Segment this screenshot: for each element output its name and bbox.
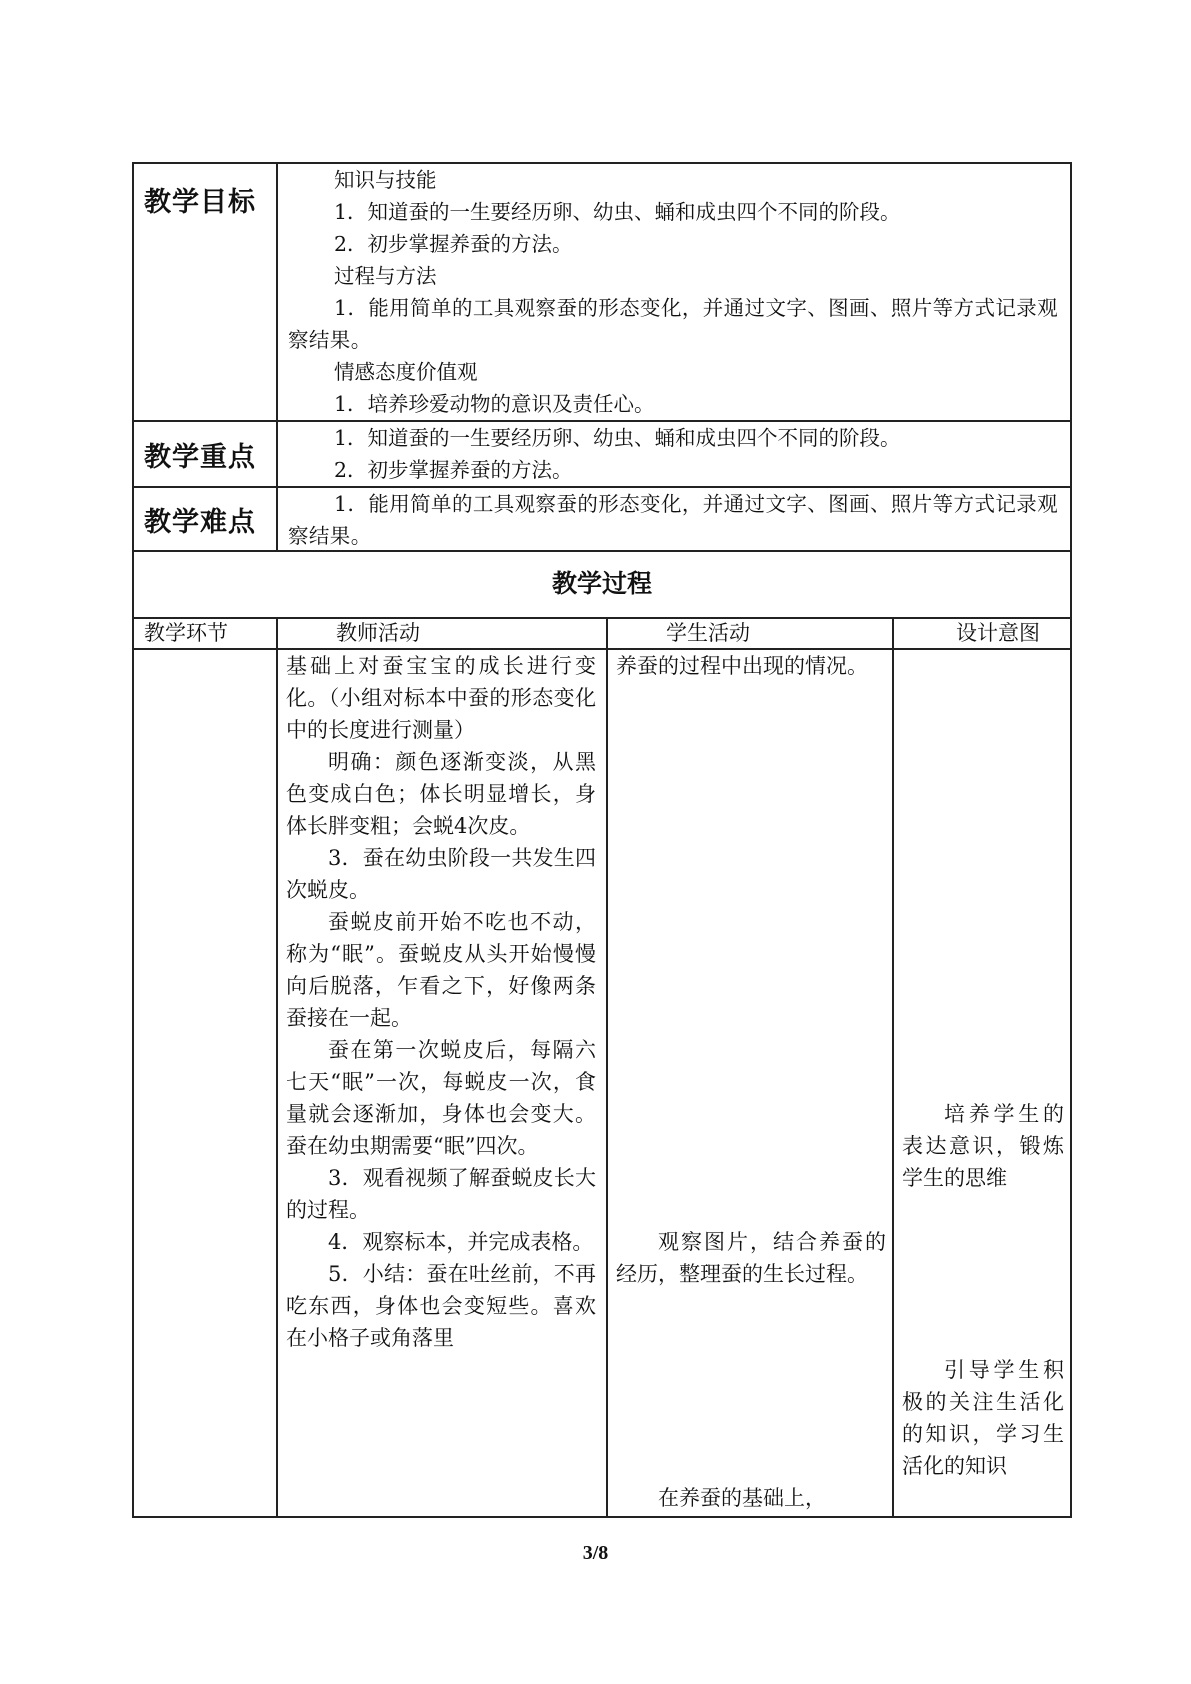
- difficulties-content: [278, 488, 1070, 550]
- key-points-label: 教学重点: [144, 441, 256, 473]
- teacher-paragraph: 3．观看视频了解蚕蜕皮长大的过程。: [286, 1166, 596, 1222]
- teacher-paragraph: 4．观察标本，并完成表格。: [328, 1230, 594, 1254]
- intent-paragraph: [902, 1354, 1064, 1516]
- process-title: 教学过程: [551, 569, 652, 598]
- teacher-paragraph: 蚕蜕皮前开始不吃也不动，称为“眠”。蚕蜕皮从头开始慢慢向后脱落，乍看之下，好像两条蚕接在一起。: [286, 910, 596, 1030]
- objectives-content: [278, 164, 1070, 420]
- header-design-intent: 设计意图: [956, 621, 1040, 645]
- row-divider: [132, 550, 1071, 552]
- teacher-paragraph: 明确：颜色逐渐变淡，从黑色变成白色；体长明显增长，身体长胖变粗；会蜕4次皮。: [286, 750, 596, 838]
- header-student-activity: 学生活动: [666, 621, 750, 645]
- difficulties-label: 教学难点: [144, 506, 256, 538]
- teacher-paragraph: 5．小结：蚕在吐丝前，不再吃东西，身体也会变短些。喜欢在小格子或角落里: [286, 1262, 596, 1350]
- objectives-line: 1．知道蚕的一生要经历卵、幼虫、蛹和成虫四个不同的阶段。: [334, 200, 901, 224]
- objectives-line: 1．能用简单的工具观察蚕的形态变化，并通过文字、图画、照片等方式记录观察结果。: [288, 296, 1059, 352]
- table-border-bottom: [132, 1516, 1071, 1518]
- table-border-right: [1070, 162, 1072, 1518]
- objectives-line: 过程与方法: [334, 264, 437, 288]
- objectives-line: 知识与技能: [334, 168, 437, 192]
- objectives-line: 情感态度价值观: [334, 360, 478, 384]
- column-divider: [606, 617, 608, 1517]
- column-divider: [892, 617, 894, 1517]
- intent-paragraph-text: 培养学生的表达意识，锻炼学生的思维: [902, 1102, 1064, 1190]
- key-points-content: [278, 422, 1070, 486]
- key-point-line: 2．初步掌握养蚕的方法。: [334, 458, 573, 482]
- student-paragraph: [616, 1226, 886, 1322]
- difficulty-line: 1．能用简单的工具观察蚕的形态变化，并通过文字、图画、照片等方式记录观察结果。: [288, 492, 1059, 548]
- table-border-left: [132, 162, 134, 1518]
- header-stage: 教学环节: [144, 621, 228, 645]
- objectives-label: 教学目标: [144, 186, 256, 218]
- objectives-line: 2．初步掌握养蚕的方法。: [334, 232, 573, 256]
- teacher-paragraph: 蚕在第一次蜕皮后，每隔六七天“眠”一次，每蜕皮一次，食量就会逐渐加，身体也会变大。蚕在幼虫期需要“眠”四次。: [286, 1038, 596, 1158]
- intent-paragraph: [902, 1098, 1064, 1226]
- teacher-paragraph: 3．蚕在幼虫阶段一共发生四次蜕皮。: [286, 846, 596, 902]
- student-paragraph-text: 在养蚕的基础上，: [658, 1486, 826, 1510]
- page-number: 3/8: [582, 1542, 609, 1564]
- student-paragraph-text: 养蚕的过程中出现的情况。: [616, 654, 868, 678]
- teacher-paragraph: 基础上对蚕宝宝的成长进行变化。（小组对标本中蚕的形态变化中的长度进行测量）: [286, 654, 596, 742]
- student-paragraph: [616, 1482, 886, 1516]
- column-divider: [276, 617, 278, 1517]
- teacher-activity-column: [286, 650, 596, 1516]
- student-paragraph-text: 观察图片，结合养蚕的经历，整理蚕的生长过程。: [616, 1230, 886, 1286]
- header-teacher-activity: 教师活动: [336, 621, 420, 645]
- objectives-line: 1．培养珍爱动物的意识及责任心。: [334, 392, 655, 416]
- intent-paragraph-text: 引导学生积极的关注生活化的知识，学习生活化的知识: [902, 1358, 1064, 1478]
- student-paragraph: [616, 650, 886, 714]
- key-point-line: 1．知道蚕的一生要经历卵、幼虫、蛹和成虫四个不同的阶段。: [334, 426, 901, 450]
